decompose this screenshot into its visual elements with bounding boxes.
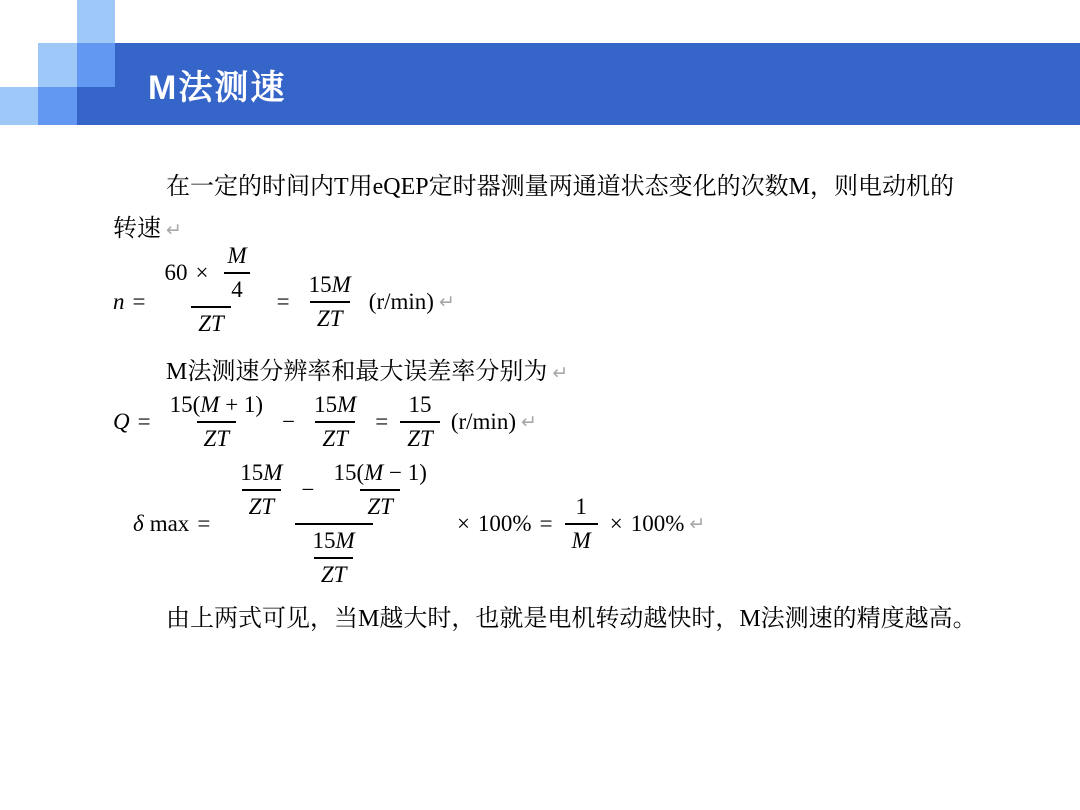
- f3-result-denominator: M: [565, 523, 598, 554]
- f3-term-b-post: − 1): [383, 460, 427, 485]
- f3-big-numerator: [222, 460, 445, 523]
- f2-term1-fraction: [163, 392, 270, 452]
- decor-square-top: [77, 0, 115, 43]
- f1-equals-1: =: [132, 289, 146, 314]
- f1-main-numerator: [157, 243, 264, 306]
- f3-term-b-var: M: [364, 460, 384, 485]
- f3-result-numerator: 1: [575, 494, 587, 519]
- f2-equals-2: =: [375, 409, 389, 434]
- f2-var: Q: [113, 409, 130, 434]
- decor-square-mid-left: [38, 43, 77, 87]
- f2-term2-fraction: [307, 392, 363, 452]
- f3-var-max: max: [149, 511, 190, 536]
- f1-result-denominator: ZT: [310, 301, 350, 332]
- f3-term-b-numerator: [326, 460, 433, 489]
- f3-term-b-pre: 15(: [333, 460, 365, 485]
- f3-equals-1: =: [197, 511, 211, 536]
- f3-term-c-numerator: [306, 528, 362, 557]
- f3-equals-2: =: [539, 511, 553, 536]
- f3-term-c-var: M: [335, 528, 355, 553]
- f1-result-coef: 15: [308, 272, 332, 297]
- intro-line1-text: 在一定的时间内T用eQEP定时器测量两通道状态变化的次数M，则电动机的: [166, 174, 954, 200]
- intro-line2-text: 转速: [113, 216, 161, 242]
- paragraph-mark-icon: ↵: [520, 411, 537, 433]
- f2-result-fraction: [400, 392, 440, 452]
- f2-minus-icon: −: [282, 409, 296, 434]
- f1-result-fraction: [302, 272, 358, 332]
- f3-term-c-denominator: ZT: [314, 557, 354, 588]
- f3-times-icon-1: ×: [456, 511, 470, 536]
- f3-term-a-fraction: [233, 460, 289, 520]
- f3-term-a-denominator: ZT: [242, 489, 282, 520]
- formula-resolution: [113, 392, 537, 452]
- decor-square-bottom-left: [0, 87, 38, 125]
- f1-main-denominator: ZT: [191, 306, 231, 337]
- f3-big-fraction: [222, 460, 445, 588]
- f3-term-c-fraction: [306, 528, 362, 588]
- f2-result-numerator: 15: [408, 392, 432, 417]
- conclusion-text: 由上两式可见，当M越大时，也就是电机转动越快时，M法测速的精度越高。: [166, 606, 977, 632]
- f2-result-denominator: ZT: [400, 421, 440, 452]
- f1-equals-2: =: [276, 289, 290, 314]
- f1-main-fraction: [157, 243, 264, 337]
- f3-term-b-denominator: ZT: [360, 489, 400, 520]
- f1-inner-denominator: 4: [224, 272, 250, 303]
- intro-paragraph-line2: [113, 208, 182, 243]
- decor-square-mid-right: [77, 43, 115, 87]
- f2-term2-denominator: ZT: [315, 421, 355, 452]
- slide-title-bar: [115, 43, 1080, 125]
- f1-result-numerator: [302, 272, 358, 301]
- f3-percent-2: 100%: [630, 511, 685, 536]
- resolution-paragraph: [166, 351, 568, 386]
- f2-term1-var: M: [200, 392, 220, 417]
- f3-term-c-coef: 15: [312, 528, 336, 553]
- f1-result-var: M: [331, 272, 351, 297]
- f3-term-b-fraction: [326, 460, 433, 520]
- paragraph-mark-icon: ↵: [689, 513, 706, 535]
- f2-term1-pre: 15(: [169, 392, 201, 417]
- paragraph-mark-icon: ↵: [166, 219, 182, 241]
- f1-inner-numerator: M: [227, 243, 247, 268]
- conclusion-paragraph: [166, 598, 977, 633]
- formula-speed: [113, 243, 455, 349]
- f3-times-icon-2: ×: [609, 511, 623, 536]
- paragraph-mark-icon: ↵: [438, 291, 455, 313]
- f2-term2-coef: 15: [314, 392, 338, 417]
- f3-result-fraction: [565, 494, 598, 554]
- f2-equals-1: =: [137, 409, 151, 434]
- decor-square-bottom-right: [77, 87, 115, 125]
- f1-unit: (r/min): [368, 289, 434, 314]
- f1-var: n: [113, 289, 125, 314]
- f2-term2-var: M: [337, 392, 357, 417]
- f2-term1-numerator: [163, 392, 270, 421]
- f1-inner-fraction: [220, 243, 253, 303]
- f1-coef-60: 60: [164, 260, 188, 285]
- resolution-text: M法测速分辨率和最大误差率分别为: [166, 359, 548, 385]
- f3-term-a-coef: 15: [240, 460, 264, 485]
- intro-paragraph-line1: [166, 166, 954, 201]
- f3-percent-1: 100%: [477, 511, 532, 536]
- f3-term-a-numerator: [233, 460, 289, 489]
- slide-title: M法测速: [148, 68, 287, 107]
- f1-times-icon: ×: [195, 260, 209, 285]
- f3-var-delta: δ: [133, 511, 144, 536]
- formula-max-error: [133, 460, 705, 588]
- f2-term1-post: + 1): [219, 392, 264, 417]
- f3-term-a-var: M: [263, 460, 283, 485]
- paragraph-mark-icon: ↵: [552, 362, 569, 384]
- f2-unit: (r/min): [450, 409, 516, 434]
- f2-term2-numerator: [307, 392, 363, 421]
- f3-big-denominator: [295, 523, 373, 588]
- decor-square-bottom-mid: [38, 87, 77, 125]
- f3-minus-icon: −: [301, 477, 315, 502]
- f2-term1-denominator: ZT: [197, 421, 237, 452]
